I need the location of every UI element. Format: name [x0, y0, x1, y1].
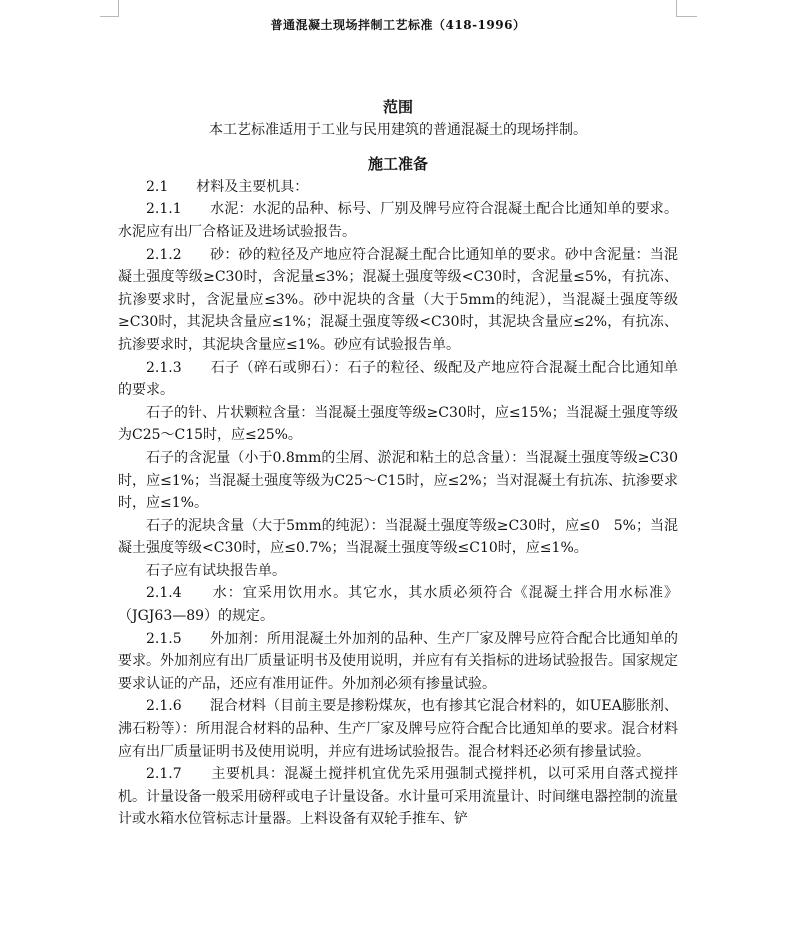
paragraph: 2.1.7 主要机具：混凝土搅拌机宜优先采用强制式搅拌机，以可采用自落式搅拌机。计量设备一般采用磅秤或电子计量设备。水计量可采用流量计、时间继电器控制的流量计或水箱水位管标志计量器。上料设备有双轮手推车、铲 — [118, 766, 678, 828]
scope-text: 本工艺标准适用于工业与民用建筑的普通混凝土的现场拌制。 — [209, 121, 587, 138]
paragraph: 石子应有试块报告单。 — [146, 562, 286, 579]
section-title-preparation: 施工准备 — [367, 155, 428, 174]
page-corner-mark-left — [100, 0, 119, 17]
paragraph: 2.1.3 石子（碎石或卵石）：石子的粒径、级配及产地应符合混凝土配合比通知单的要求。 — [118, 359, 678, 399]
paragraph: 2.1.1 水泥：水泥的品种、标号、厂别及牌号应符合混凝土配合比通知单的要求。水泥应有出厂合格证及进场试验报告。 — [118, 201, 678, 240]
section-title-scope: 范围 — [382, 98, 413, 116]
paragraph: 2.1 材料及主要机具： — [146, 178, 309, 195]
paragraph: 石子的泥块含量（大于5mm的纯泥）：当混凝土强度等级≥C30时，应≤0 5%；当混凝土强度等级<C30时，应≤0.7%；当混凝土强度等级≤C10时，应≤1%。 — [118, 517, 678, 557]
paragraph: 2.1.6 混合材料（目前主要是掺粉煤灰，也有掺其它混合材料的，如UEA膨胀剂、沸石粉等）：所用混合材料的品种、生产厂家及牌号应符合配合比通知单的要求。混合材料应有出厂质量证明书及使用说明，并应有进场试验报告。混合材料还必须有掺量试验。 — [118, 698, 678, 760]
document-body — [118, 96, 678, 831]
paragraph: 石子的含泥量（小于0.8mm的尘屑、淤泥和粘土的总含量）：当混凝土强度等级≥C30时，应≤1%；当混凝土强度等级为C25～C15时，应≤2%；当对混凝土有抗冻、抗渗要求时，应≤1%。 — [118, 449, 678, 512]
paragraph: 2.1.4 水：宜采用饮用水。其它水，其水质必须符合《混凝土拌合用水标准》（JGJ63—89）的规定。 — [118, 585, 678, 625]
page-header: 普通混凝土现场拌制工艺标准（418-1996） — [270, 18, 526, 32]
paragraph: 2.1.2 砂：砂的粒径及产地应符合混凝土配合比通知单的要求。砂中含泥量：当混凝土强度等级≥C30时，含泥量≤3%；混凝土强度等级<C30时，含泥量≤5%，有抗冻、抗渗要求时，含泥量应≤3%。砂中泥块的含量（大于5mm的纯泥），当混凝土强度等级≥C30时，其泥块含量应≤1%；混凝土强度等级<C30时，其泥块含量应≤2%，有抗冻、抗渗要求时，其泥块含量应≤1%。砂应有试验报告单。 — [118, 246, 678, 353]
paragraph: 石子的针、片状颗粒含量：当混凝土强度等级≥C30时，应≤15%；当混凝土强度等级为C25～C15时，应≤25%。 — [118, 404, 678, 444]
page-corner-mark-right — [676, 0, 697, 17]
paragraph: 2.1.5 外加剂：所用混凝土外加剂的品种、生产厂家及牌号应符合配合比通知单的要求。外加剂应有出厂质量证明书及使用说明，并应有有关指标的进场试验报告。国家规定要求认证的产品，还应有准用证件。外加剂必须有掺量试验。 — [118, 630, 678, 692]
